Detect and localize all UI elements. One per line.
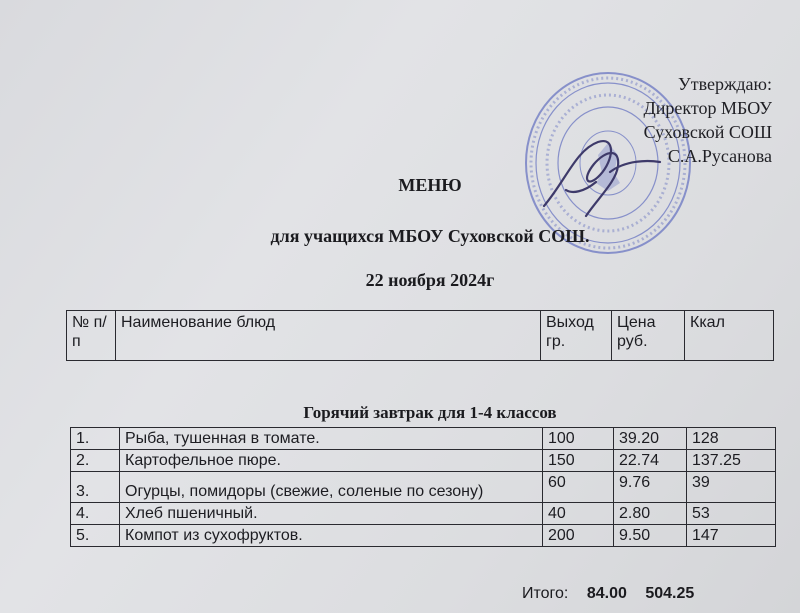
approval-school: Суховской СОШ [643,122,772,142]
menu-header-table [66,310,774,361]
item-kcal: 137.25 [687,450,776,472]
item-price: 9.76 [614,472,687,503]
item-kcal: 128 [687,428,776,450]
item-yield: 100 [543,428,614,450]
item-num: 3. [71,472,120,503]
item-price: 2.80 [614,503,687,525]
table-row [71,450,776,472]
item-num: 4. [71,503,120,525]
item-yield: 60 [543,472,614,503]
table-row [71,503,776,525]
header-name: Наименование блюд [116,311,541,361]
header-yield: Выход гр. [541,311,612,361]
table-row [71,525,776,547]
item-num: 2. [71,450,120,472]
item-name: Рыба, тушенная в томате. [120,428,543,450]
item-yield: 200 [543,525,614,547]
page-subtitle: для учащихся МБОУ Суховской СОШ. [270,226,590,246]
item-yield: 40 [543,503,614,525]
table-header-row [67,311,774,361]
item-name: Картофельное пюре. [120,450,543,472]
header-num: № п/п [67,311,116,361]
item-kcal: 53 [687,503,776,525]
total-price: 84.00 [586,585,627,602]
item-kcal: 147 [687,525,776,547]
table-row [71,428,776,450]
page-title: МЕНЮ [398,175,462,195]
item-price: 9.50 [614,525,687,547]
total-kcal: 504.25 [645,585,695,602]
menu-items-table [70,427,776,547]
header-kcal: Ккал [685,311,774,361]
header-price: Цена руб. [612,311,685,361]
section-title: Горячий завтрак для 1-4 классов [303,403,557,422]
item-name: Хлеб пшеничный. [120,503,543,525]
approval-block [644,72,773,168]
item-price: 22.74 [614,450,687,472]
item-kcal: 39 [687,472,776,503]
total-label: Итого: [522,585,569,602]
item-yield: 150 [543,450,614,472]
item-price: 39.20 [614,428,687,450]
menu-date: 22 ноября 2024г [365,270,495,290]
item-num: 1. [71,428,120,450]
total-row [522,585,694,603]
item-num: 5. [71,525,120,547]
approval-position: Директор МБОУ [643,98,772,118]
table-row [71,472,776,503]
approval-line: Утверждаю: [677,74,772,94]
approval-director-name: С.А.Русанова [667,146,772,166]
item-name: Компот из сухофруктов. [120,525,543,547]
item-name: Огурцы, помидоры (свежие, соленые по сезону) [120,472,543,503]
